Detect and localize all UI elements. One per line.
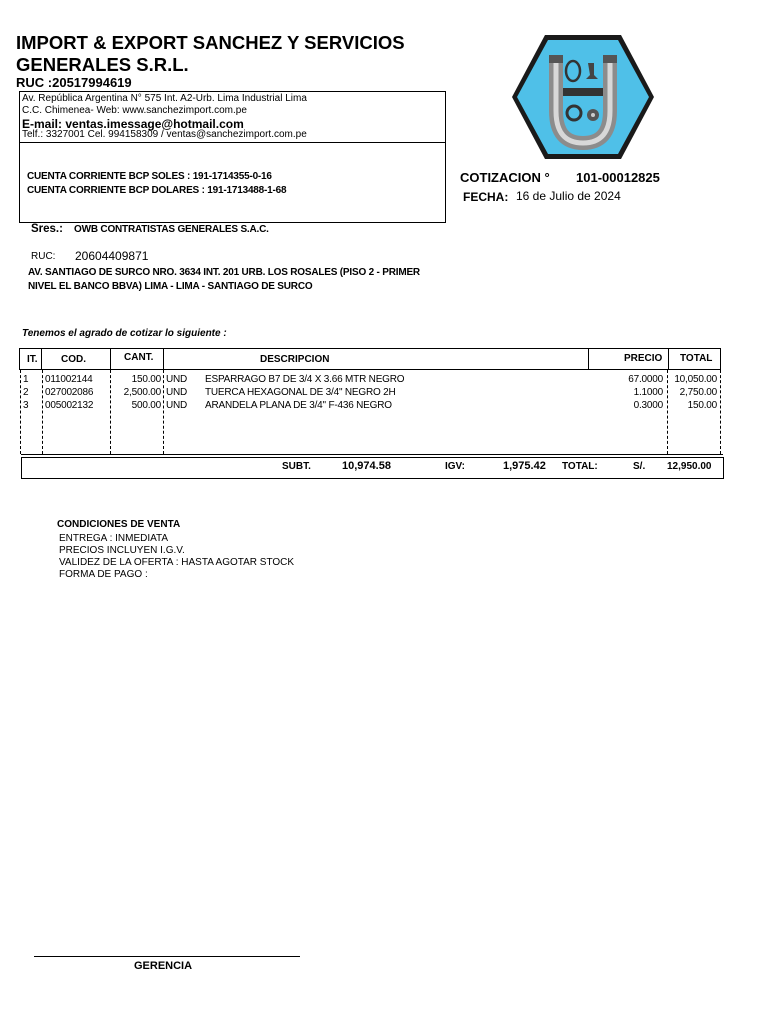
- client-name: OWB CONTRATISTAS GENERALES S.A.C.: [74, 224, 269, 235]
- condition-line: PRECIOS INCLUYEN I.G.V.: [59, 545, 185, 556]
- condition-line: VALIDEZ DE LA OFERTA : HASTA AGOTAR STOCK: [59, 557, 295, 568]
- row-cod: 011002144: [45, 374, 93, 385]
- row-total: 10,050.00: [674, 374, 717, 385]
- intro-text: Tenemos el agrado de cotizar lo siguiente :: [22, 328, 227, 339]
- row-cod: 005002132: [45, 400, 94, 411]
- row-unit: UND: [166, 374, 188, 385]
- row-it: 1: [23, 374, 29, 385]
- currency-label: S/.: [633, 461, 646, 472]
- company-web: C.C. Chimenea- Web: www.sanchezimport.com.pe: [22, 105, 247, 116]
- signature-label: GERENCIA: [134, 960, 193, 972]
- bolt-nut-left-icon: [549, 55, 563, 63]
- row-unit: UND: [166, 400, 188, 411]
- bank-account-soles: CUENTA CORRIENTE BCP SOLES : 191-1714355-0-16: [27, 171, 272, 182]
- row-cod: 027002086: [45, 387, 94, 398]
- row-it: 3: [23, 400, 29, 411]
- row-cant: 2,500.00: [123, 387, 161, 398]
- conditions-title: CONDICIONES DE VENTA: [57, 519, 181, 530]
- row-descripcion: ARANDELA PLANA DE 3/4" F-436 NEGRO: [205, 400, 392, 411]
- totals-box: [21, 457, 724, 479]
- row-descripcion: TUERCA HEXAGONAL DE 3/4" NEGRO 2H: [205, 387, 396, 398]
- igv-label: IGV:: [445, 461, 466, 472]
- row-unit: UND: [166, 387, 188, 398]
- row-total: 2,750.00: [679, 387, 717, 398]
- client-label: Sres.:: [31, 223, 63, 235]
- client-ruc-label: RUC:: [31, 251, 56, 262]
- header-total: TOTAL: [680, 353, 713, 364]
- date-value: 16 de Julio de 2024: [516, 189, 621, 203]
- client-ruc-value: 20604409871: [75, 249, 149, 263]
- bank-account-dolares: CUENTA CORRIENTE BCP DOLARES : 191-1713488-1-68: [27, 185, 287, 196]
- row-total: 150.00: [687, 400, 717, 411]
- condition-line: FORMA DE PAGO :: [59, 569, 148, 580]
- table-bottom-line: [21, 454, 723, 455]
- row-cant: 500.00: [131, 400, 161, 411]
- subtotal-value: 10,974.58: [342, 460, 391, 472]
- row-descripcion: ESPARRAGO B7 DE 3/4 X 3.66 MTR NEGRO: [205, 374, 405, 385]
- clamp-bar-icon: [563, 88, 603, 96]
- row-precio: 67.0000: [628, 374, 663, 385]
- header-precio: PRECIO: [624, 353, 663, 364]
- condition-line: ENTREGA : INMEDIATA: [59, 533, 169, 544]
- company-address: Av. República Argentina N° 575 Int. A2-Urb. Lima Industrial Lima: [22, 93, 307, 104]
- company-email: E-mail: ventas.imessage@hotmail.com: [22, 117, 244, 131]
- igv-value: 1,975.42: [503, 460, 546, 472]
- info-box-divider: [20, 142, 445, 143]
- header-it: IT.: [27, 354, 38, 365]
- company-name: IMPORT & EXPORT SANCHEZ Y SERVICIOS GENERALES S.R.L.: [16, 32, 405, 75]
- total-value: 12,950.00: [667, 461, 712, 472]
- row-precio: 0.3000: [633, 400, 663, 411]
- company-ruc: RUC :20517994619: [16, 75, 132, 90]
- bolt-nut-right-icon: [603, 55, 617, 63]
- date-label: FECHA:: [463, 190, 509, 204]
- items-table-header: [19, 348, 721, 370]
- header-cod: COD.: [61, 354, 86, 365]
- client-address: AV. SANTIAGO DE SURCO NRO. 3634 INT. 201 URB. LOS ROSALES (PISO 2 - PRIMER NIVEL EL BANCO BBVA) LIMA - LIMA - SANTIAGO DE SURCO: [28, 267, 420, 292]
- subtotal-label: SUBT.: [282, 461, 311, 472]
- signature-line: [34, 956, 300, 957]
- row-precio: 1.1000: [633, 387, 663, 398]
- company-logo: [508, 33, 658, 161]
- row-cant: 150.00: [131, 374, 161, 385]
- header-descripcion: DESCRIPCION: [260, 354, 330, 365]
- header-cant: CANT.: [124, 352, 154, 363]
- quote-label: COTIZACION °: [460, 170, 550, 185]
- company-phone: Telf.: 3327001 Cel. 994158309 / ventas@sanchezimport.com.pe: [22, 129, 307, 140]
- quote-number: 101-00012825: [576, 170, 660, 185]
- total-label: TOTAL:: [562, 461, 598, 472]
- company-info-box: [19, 91, 446, 223]
- row-it: 2: [23, 387, 29, 398]
